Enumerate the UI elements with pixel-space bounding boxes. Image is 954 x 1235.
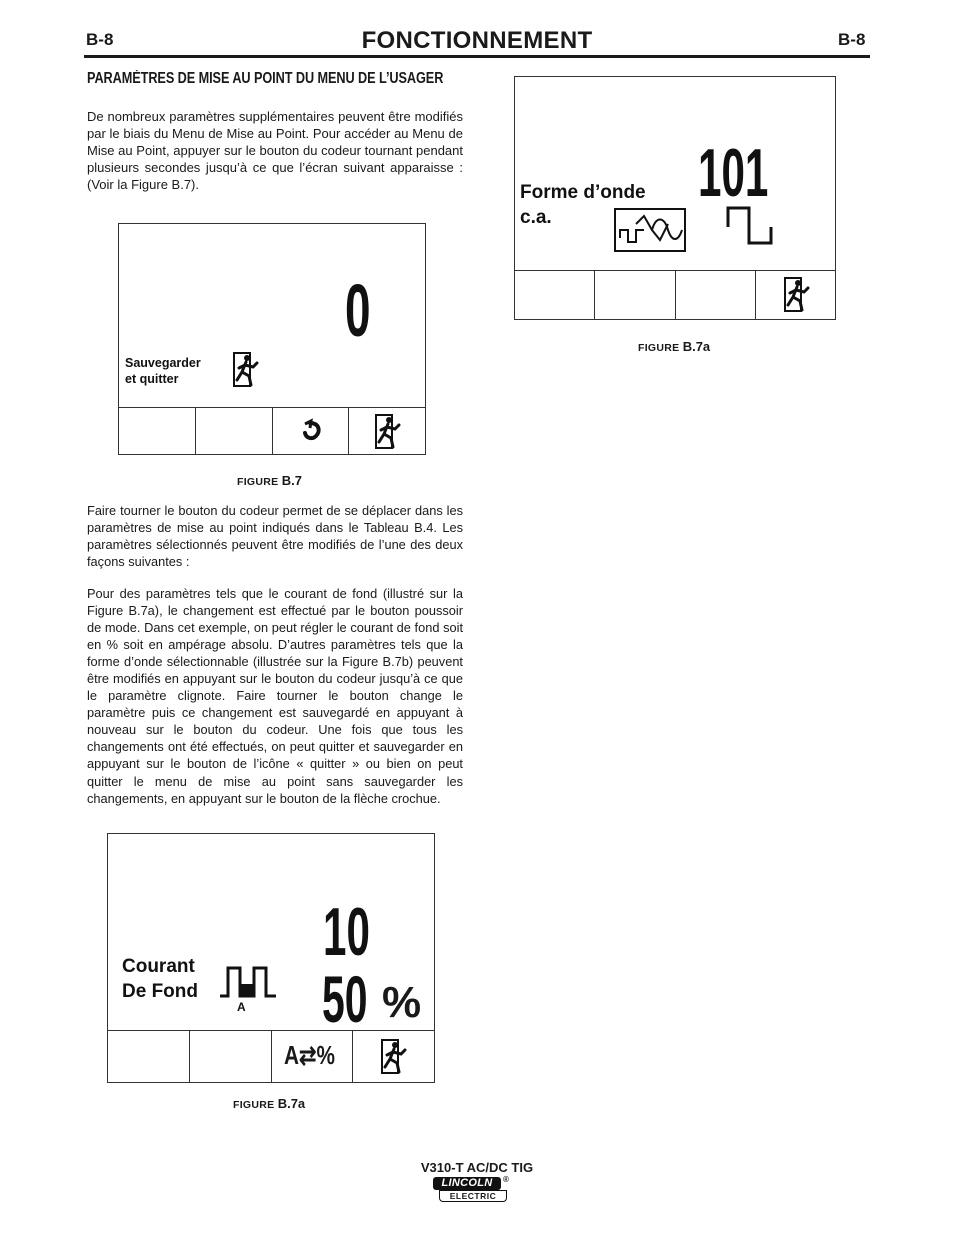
setup-value: 0 bbox=[345, 269, 371, 352]
ac-waveform-selector-icon bbox=[614, 208, 686, 252]
page-number-right: B-8 bbox=[838, 30, 866, 49]
hooked-arrow-icon bbox=[297, 418, 325, 446]
save-exit-label: Sauvegarder et quitter bbox=[125, 356, 201, 386]
figure-b7-screen bbox=[118, 223, 426, 455]
background-current-label: Courant De Fond bbox=[122, 956, 198, 1002]
figure-b7a-caption-left: FIGURE B.7a bbox=[233, 1096, 306, 1111]
exit-running-man-icon bbox=[381, 1039, 407, 1075]
softkey-2[interactable] bbox=[195, 408, 272, 454]
softkey-3[interactable] bbox=[272, 408, 349, 454]
background-amps-value: 10 bbox=[323, 894, 370, 970]
page-title: FONCTIONNEMENT bbox=[361, 27, 593, 54]
header-rule bbox=[84, 55, 870, 58]
figure-b7a-right-button-bar bbox=[515, 270, 835, 319]
figure-b7a-button-bar bbox=[108, 1030, 434, 1082]
softkey-4[interactable] bbox=[348, 408, 425, 454]
exit-running-man-icon bbox=[784, 277, 810, 313]
waveform-value: 101 bbox=[698, 135, 769, 211]
paragraph-intro: De nombreux paramètres supplémentaires peuvent être modifiés par le biais du Menu de Mise au Point. Pour accéder au Menu de Mise au Point, appuyer sur le bouton du codeur tournant pendant plusieurs secondes jusqu’à ce que l’écran suivant apparaisse : (Voir la Figure B.7). bbox=[87, 109, 463, 192]
softkey-4[interactable] bbox=[755, 271, 835, 319]
lincoln-electric-logo: LINCOLN ® ELECTRIC bbox=[433, 1177, 511, 1204]
section-heading: PARAMÈTRES DE MISE AU POINT DU MENU DE L’USAGER bbox=[87, 70, 444, 87]
background-percent-value: 50 % bbox=[322, 962, 422, 1036]
paragraph-details: Pour des paramètres tels que le courant de fond (illustré sur la Figure B.7a), le changement est effectué par le bouton poussoir de mode. Dans cet exemple, on peut régler le courant de fond soit en % soit en ampérage absolu. D’autres paramètres tels que la forme d’onde sélectionnable (illustrée sur la Figure B.7b) peuvent être modifiés en appuyant sur le bouton du codeur jusqu’à ce que le paramètre clignote. Faire tourner le bouton change le paramètre puis ce changement est sauvegardé en appuyant à nouveau sur le bouton du codeur. Une fois que tous les changements ont été effectués, on peut quitter et sauvegarder en appuyant sur le bouton de l’icône « quitter » ou bien on peut quitter le menu de mise au point sans sauvegarder les changements, en appuyant sur le bouton de la flèche crochue. bbox=[87, 586, 463, 806]
softkey-2[interactable] bbox=[594, 271, 674, 319]
pulse-waveform-icon bbox=[218, 964, 278, 1000]
softkey-1[interactable] bbox=[108, 1031, 189, 1082]
softkey-1[interactable] bbox=[515, 271, 594, 319]
softkey-1[interactable] bbox=[119, 408, 195, 454]
exit-running-man-icon bbox=[233, 352, 259, 388]
square-wave-icon bbox=[725, 205, 781, 247]
softkey-2[interactable] bbox=[189, 1031, 271, 1082]
model-name: V310-T AC/DC TIG bbox=[420, 1160, 534, 1175]
amps-percent-toggle-label: A⇄% bbox=[283, 1040, 335, 1070]
softkey-4[interactable] bbox=[352, 1031, 434, 1082]
softkey-3[interactable] bbox=[675, 271, 755, 319]
pulse-amps-label: A bbox=[237, 1000, 246, 1014]
figure-b7a-screen-background bbox=[107, 833, 435, 1083]
softkey-3[interactable] bbox=[271, 1031, 353, 1082]
exit-running-man-icon bbox=[375, 414, 401, 450]
figure-b7-button-bar bbox=[119, 407, 425, 454]
ac-waveform-label: Forme d’onde c.a. bbox=[520, 182, 646, 228]
figure-b7a-caption-right: FIGURE B.7a bbox=[638, 339, 711, 354]
figure-b7-caption: FIGURE B.7 bbox=[237, 473, 302, 488]
page-number-left: B-8 bbox=[86, 30, 114, 49]
figure-b7a-screen-waveform bbox=[514, 76, 836, 320]
paragraph-rotate: Faire tourner le bouton du codeur permet de se déplacer dans les paramètres de mise au point indiqués dans le Tableau B.4. Les paramètres sélectionnés peuvent être modifiés de l’une des deux façons suivantes : bbox=[87, 503, 463, 570]
